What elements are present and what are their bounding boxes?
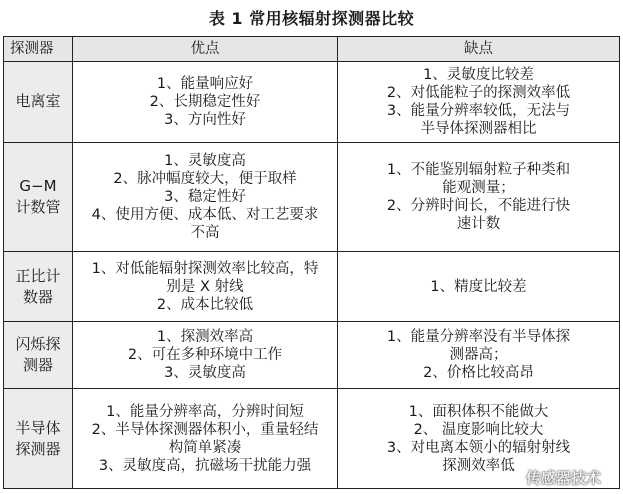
cell-line: 3、方向性好 [164, 111, 246, 128]
cell-line: 2、对低能粒子的探测效率低 [386, 84, 571, 101]
header-pros: 优点 [73, 37, 338, 62]
cell-line: 2、价格比较高昂 [423, 364, 534, 381]
cell-line: 计数管 [15, 198, 61, 217]
cell-line: 3、对电离本领小的辐射射线 [386, 439, 571, 456]
detector-name-cell [4, 252, 73, 321]
cell-line: 3、灵敏度高，抗磁场干扰能力强 [98, 457, 312, 474]
table-title: 表 1 常用核辐射探测器比较 [208, 9, 415, 28]
table-row [4, 62, 620, 143]
cell-line: 1、灵敏度比较差 [423, 66, 534, 83]
cell-line: 2、可在多种环境中工作 [127, 346, 283, 363]
pros-cell [73, 389, 338, 489]
cell-line: 1、能量响应好 [156, 75, 254, 92]
cell-line: 探测器 [15, 439, 61, 458]
cell-line: 2、脉冲幅度较大，便于取样 [113, 171, 297, 188]
cell-line: 1、不能鉴别辐射粒子种类和 [386, 162, 571, 179]
cell-line: 2、长期稳定性好 [149, 93, 261, 110]
detector-name-cell [4, 321, 73, 388]
cell-line: 别是 X 射线 [166, 278, 244, 295]
cell-line: 不高 [190, 225, 220, 242]
table-row [4, 321, 620, 388]
pros-cell [73, 252, 338, 321]
cell-line: 1、灵敏度高 [164, 153, 246, 170]
cell-line: 2、成本比较低 [156, 296, 254, 313]
pros-cell [73, 321, 338, 388]
cell-line: 半导体 [15, 418, 61, 437]
cell-line: 1、探测效率高 [156, 328, 254, 345]
cons-cell [338, 142, 620, 251]
cell-line: 4、使用方便、成本低、对工艺要求 [91, 207, 319, 224]
cell-line: 1、对低能辐射探测效率比较高，特 [91, 260, 319, 277]
cell-line: 数器 [22, 287, 53, 306]
cell-line: 1、精度比较差 [430, 278, 527, 295]
cell-line: 测器 [22, 355, 53, 374]
cell-line: 电离室 [15, 92, 61, 111]
header-cons: 缺点 [338, 37, 620, 62]
watermark: 传感器技术 [525, 469, 601, 487]
table-row [4, 252, 620, 321]
cell-line: 能观测量； [442, 180, 515, 197]
cell-line: 探测效率低 [442, 457, 515, 474]
table-row [4, 142, 620, 251]
cell-line: 1、能量分辨率高，分辨时间短 [106, 403, 304, 420]
detector-name-cell [4, 142, 73, 251]
cons-cell [338, 321, 620, 388]
cell-line: 半导体探测器相比 [420, 120, 537, 137]
pros-cell [73, 142, 338, 251]
cons-cell [338, 62, 620, 143]
cell-line: 3、稳定性好 [164, 189, 246, 206]
header-detector: 探测器 [4, 37, 73, 62]
detector-name-cell [4, 62, 73, 143]
cell-line: 2、分辨时间长，不能进行快 [386, 198, 571, 215]
cons-cell [338, 252, 620, 321]
cell-line: 构简单紧凑 [168, 439, 242, 456]
cell-line: 测器高； [449, 346, 508, 363]
cell-line: 1、能量分辨率没有半导体探 [386, 328, 571, 345]
header-row [4, 37, 620, 62]
cell-line: 3、灵敏度高 [164, 364, 246, 381]
cell-line: G−M [19, 177, 57, 196]
cell-line: 闪烁探 [15, 334, 61, 353]
cell-line: 速计数 [456, 216, 501, 233]
detector-comparison-table [3, 36, 620, 489]
cell-line: 2、 温度影响比较大 [413, 421, 544, 438]
pros-cell [73, 62, 338, 143]
cell-line: 1、面积体积不能做大 [408, 403, 549, 420]
detector-name-cell [4, 389, 73, 489]
cell-line: 正比计 [15, 266, 61, 285]
cell-line: 3、能量分辨率较低，无法与 [386, 102, 571, 119]
cell-line: 2、半导体探测器体积小，重量轻结 [91, 421, 319, 438]
